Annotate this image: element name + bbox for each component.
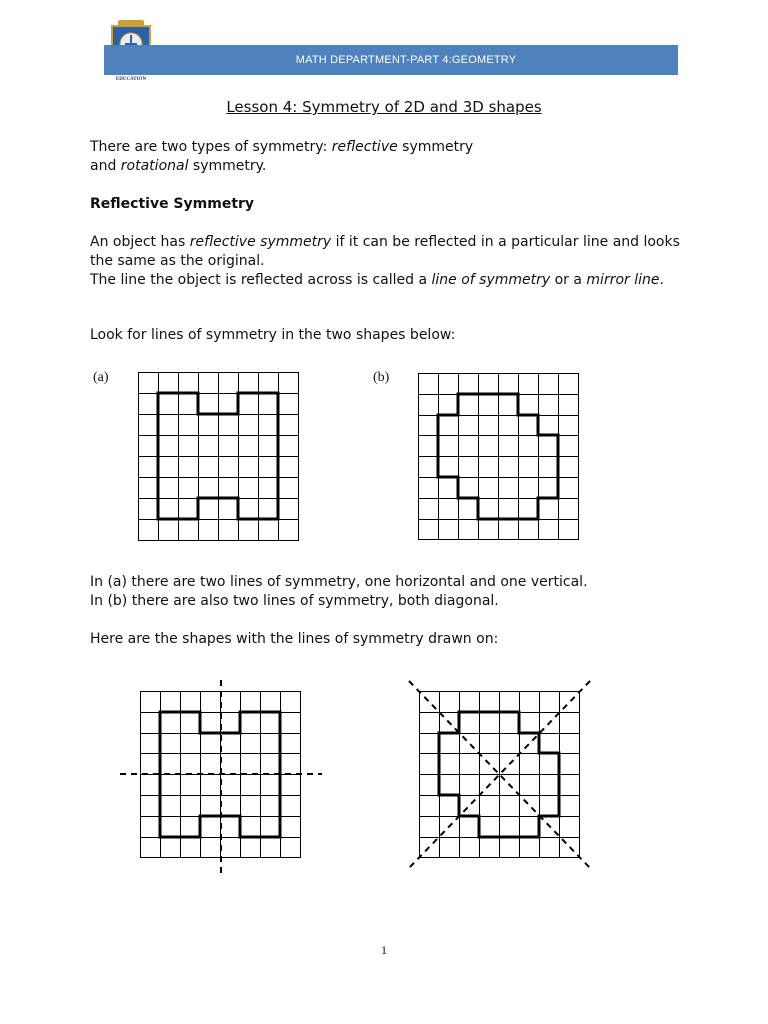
figure-label-b: (b) — [373, 370, 390, 385]
banner-text: MATH DEPARTMENT-PART 4:GEOMETRY — [295, 54, 517, 66]
figure-label-a: (a) — [93, 370, 109, 385]
answer-a: In (a) there are two lines of symmetry, one horizontal and one vertical. — [90, 574, 588, 590]
drawn-prompt: Here are the shapes with the lines of symmetry drawn on: — [90, 631, 499, 647]
grid-figure-b — [418, 373, 580, 541]
header-banner — [104, 45, 678, 75]
prompt-text: Look for lines of symmetry in the two shapes below: — [90, 327, 456, 343]
grid-figure-a-symmetry — [118, 680, 324, 876]
section-heading: Reflective Symmetry — [90, 196, 255, 212]
logo-caption: EDUCATION — [115, 76, 147, 82]
answer-b: In (b) there are also two lines of symmetry, both diagonal. — [90, 593, 499, 609]
answers-paragraph — [90, 573, 700, 611]
lesson-title: Lesson 4: Symmetry of 2D and 3D shapes — [226, 98, 542, 116]
intro-paragraph: There are two types of symmetry: reflective symmetry and rotational symmetry. — [90, 139, 474, 174]
grid-figure-b-symmetry — [406, 678, 594, 872]
page-number: 1 — [381, 943, 387, 957]
grid-figure-a — [138, 372, 300, 542]
definition-paragraph: An object has reflective symmetry if it can be reflected in a particular line and looks the same as the original. The line the object is reflected across is called a line of symmetry or a mirror line. — [90, 234, 680, 288]
